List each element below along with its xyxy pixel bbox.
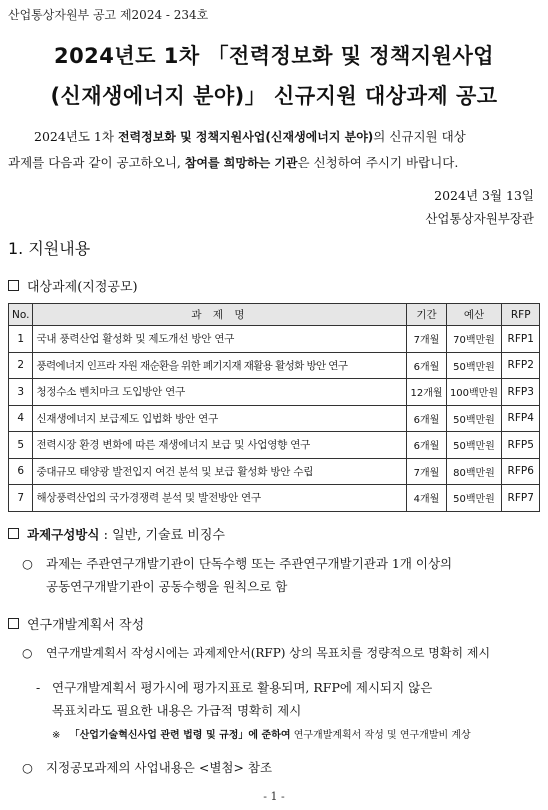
reference-note: ※ 「산업기술혁신사업 관련 법령 및 규정」에 준하여 연구개발계획서 작성 및 연구개발비 계상 <box>52 730 471 741</box>
page-number: - 1 - <box>263 790 285 803</box>
header-no: No. <box>9 304 33 326</box>
section-heading-support: 1. 지원내용 <box>8 239 91 258</box>
table-row: 7 해상풍력산업의 국가경쟁력 분석 및 발전방안 연구 4개월 50백만원 RFP7 <box>9 485 540 512</box>
header-budget: 예산 <box>446 304 502 326</box>
table-row: 6 중대규모 태양광 발전입지 여건 분석 및 보급 활성화 방안 수립 7개월 80백만원 RFP6 <box>9 458 540 485</box>
table-row: 5 전력시장 환경 변화에 따른 재생에너지 보급 및 사업영향 연구 6개월 50백만원 RFP5 <box>9 432 540 459</box>
table-row: 2 풍력에너지 인프라 자원 재순환을 위한 폐기지재 재활용 활성화 방안 연구 6개월 50백만원 RFP2 <box>9 352 540 379</box>
announcement-date: 2024년 3월 13일 <box>434 188 534 203</box>
table-row: 1 국내 풍력산업 활성화 및 제도개선 방안 연구 7개월 70백만원 RFP1 <box>9 326 540 353</box>
subheading-composition: 과제구성방식 : 일반, 기술료 비징수 <box>8 524 225 543</box>
subheading-target-projects: 대상과제(지정공모) <box>8 276 138 295</box>
circle-bullet-icon: ○ <box>22 556 33 571</box>
bullet-annex: ○ 지정공모과제의 사업내용은 <별첨> 참조 <box>22 756 536 779</box>
table-header-row <box>9 304 540 326</box>
table-row: 3 청정수소 벤치마크 도입방안 연구 12개월 100백만원 RFP3 <box>9 379 540 406</box>
checkbox-square-icon <box>8 280 19 291</box>
document-title-line2: (신재생에너지 분야)」 신규지원 대상과제 공고 <box>50 84 498 108</box>
circle-bullet-icon: ○ <box>22 646 33 660</box>
issuer: 산업통상자원부장관 <box>425 211 534 226</box>
notice-number: 산업통상자원부 공고 제2024 - 234호 <box>8 8 209 22</box>
table-row: 4 신재생에너지 보급제도 입법화 방안 연구 6개월 50백만원 RFP4 <box>9 405 540 432</box>
dash-item-plan: - 연구개발계획서 평가시에 평가지표로 활용되며, RFP에 제시되지 않은 목표치라도 필요한 내용은 가급적 명확히 제시 <box>36 676 538 722</box>
header-title: 과 제 명 <box>33 304 407 326</box>
document-title-line1: 2024년도 1차 「전력정보화 및 정책지원사업 <box>53 44 495 68</box>
intro-program-name: 전력정보화 및 정책지원사업(신재생에너지 분야) <box>117 130 374 144</box>
dash-bullet-icon: - <box>36 680 41 695</box>
header-rfp: RFP <box>502 304 540 326</box>
checkbox-square-icon <box>8 618 19 629</box>
intro-target: 참여를 희망하는 기관 <box>184 156 298 170</box>
circle-bullet-icon: ○ <box>22 760 33 775</box>
subheading-plan: 연구개발계획서 작성 <box>8 614 144 633</box>
bullet-plan: ○ 연구개발계획서 작성시에는 과제제안서(RFP) 상의 목표치를 정량적으로 명확히 제시 <box>22 642 542 665</box>
note-mark-icon: ※ <box>52 730 61 741</box>
project-table <box>8 303 540 512</box>
intro-paragraph: 2024년도 1차 전력정보화 및 정책지원사업(신재생에너지 분야)의 신규지원 대상 과제를 다음과 같이 공고하오니, 참여를 희망하는 기관은 신청하여 주시기 바랍니다. <box>8 129 466 170</box>
header-period: 기간 <box>407 304 446 326</box>
bullet-composition: ○ 과제는 주관연구개발기관이 단독수행 또는 주관연구개발기관과 1개 이상의 공동연구개발기관이 공동수행을 원칙으로 함 <box>22 552 536 598</box>
checkbox-square-icon <box>8 528 19 539</box>
